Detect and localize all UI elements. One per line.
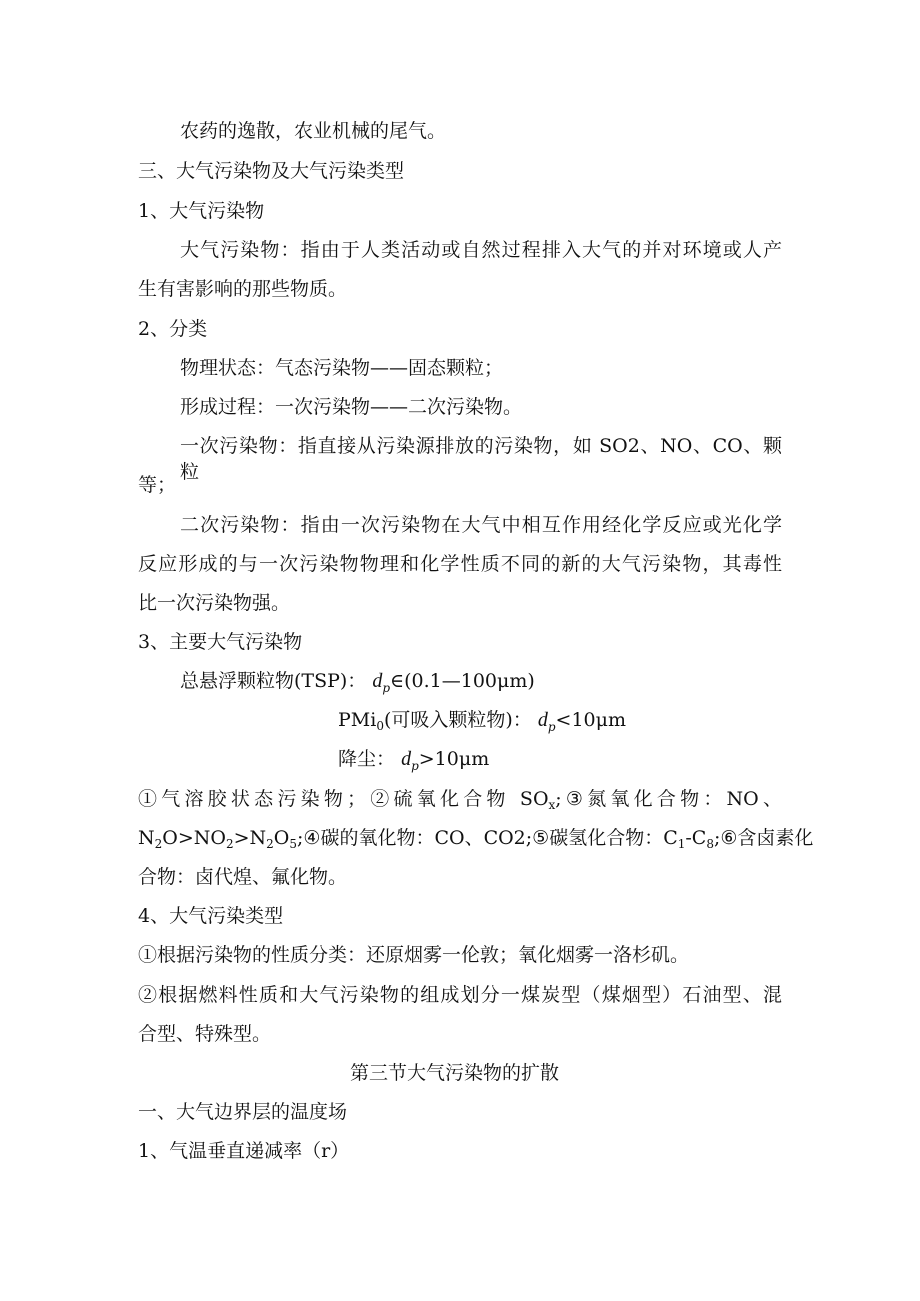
pollutant-list-line: ①气溶胶状态污染物；②硫氧化合物 $SO_x;③$氮氧化合物：NO、 — [138, 788, 782, 812]
formula-text: N — [138, 827, 155, 849]
pollutant-list-line: 合物：卤代煌、氟化物。 — [138, 866, 348, 888]
tsp-line — [180, 668, 535, 701]
paragraph-line: 物理状态：气态污染物——固态颗粒； — [180, 357, 504, 379]
dp-subscript: p — [547, 720, 556, 734]
formula-subscript: 8 — [706, 837, 714, 851]
paragraph-line: 农药的逸散，农业机械的尾气。 — [180, 120, 447, 142]
pm10-label: PMi — [338, 709, 377, 731]
paragraph-line: 等； — [138, 474, 177, 496]
formula-subscript: 5 — [289, 837, 298, 851]
dustfall-range: >10μm — [418, 748, 490, 770]
paragraph-line: ①根据污染物的性质分类：还原烟雾一伦敦；氧化烟雾一洛杉矶。 — [138, 944, 690, 966]
formula-text: ;④碳的氧化物：CO、CO2;⑤碳氢化合物：C — [297, 827, 678, 849]
subsection-heading: 2、分类 — [138, 318, 208, 340]
subsection-heading: 4、大气污染类型 — [138, 905, 284, 927]
dp-subscript: p — [411, 759, 419, 773]
formula-text: O — [273, 827, 290, 849]
dustfall-label: 降尘： — [338, 748, 396, 770]
paragraph-line: 大气污染物：指由于人类活动或自然过程排入大气的并对环境或人产 — [180, 239, 782, 261]
pm10-range: <10μm — [555, 709, 626, 731]
dp-symbol: d — [401, 748, 412, 770]
pm10-desc: (可吸入颗粒物)： — [383, 709, 532, 731]
formula-text: >N — [233, 827, 267, 849]
section-heading: 三、大气污染物及大气污染类型 — [138, 160, 405, 182]
paragraph-line: ②根据燃料性质和大气污染物的组成划分一煤炭型（煤烟型）石油型、混 — [138, 984, 782, 1006]
formula-subscript: 2 — [266, 837, 274, 851]
section-heading: 一、大气边界层的温度场 — [138, 1101, 348, 1123]
pollutant-list-line — [138, 825, 813, 857]
tsp-range: ∈(0.1—100μm) — [390, 670, 535, 692]
formula-text: -C — [685, 827, 707, 849]
subsection-heading: 1、气温垂直递减率（r） — [138, 1140, 350, 1162]
dp-subscript: p — [382, 681, 391, 695]
tsp-label: 总悬浮颗粒物(TSP)： — [180, 670, 367, 692]
paragraph-line: 比一次污染物强。 — [138, 592, 291, 614]
formula-subscript: 2 — [154, 837, 163, 851]
chapter-section-title: 第三节大气污染物的扩散 — [350, 1062, 560, 1084]
pm10-line — [338, 707, 626, 740]
dp-symbol: d — [537, 709, 548, 731]
dustfall-line — [338, 746, 489, 779]
paragraph-line: 生有害影响的那些物质。 — [138, 278, 348, 300]
paragraph-line: 反应形成的与一次污染物物理和化学性质不同的新的大气污染物，其毒性 — [138, 553, 782, 575]
formula-subscript: 2 — [225, 837, 234, 851]
dp-symbol: d — [372, 670, 383, 692]
paragraph-line: 一次污染物：指直接从污染源排放的污染物，如 SO2、NO、CO、颗粒 — [180, 435, 782, 483]
formula-subscript: 1 — [677, 837, 686, 851]
formula-text: ;⑥含卤素化 — [714, 827, 814, 849]
pm10-subscript: 0 — [376, 719, 384, 733]
formula-text: O>NO — [162, 827, 226, 849]
paragraph-line: 二次污染物：指由一次污染物在大气中相互作用经化学反应或光化学 — [180, 514, 782, 536]
paragraph-line: 形成过程：一次污染物——二次污染物。 — [180, 396, 523, 418]
paragraph-line: 合型、特殊型。 — [138, 1023, 272, 1045]
subsection-heading: 3、主要大气污染物 — [138, 631, 303, 653]
subsection-heading: 1、大气污染物 — [138, 200, 265, 222]
